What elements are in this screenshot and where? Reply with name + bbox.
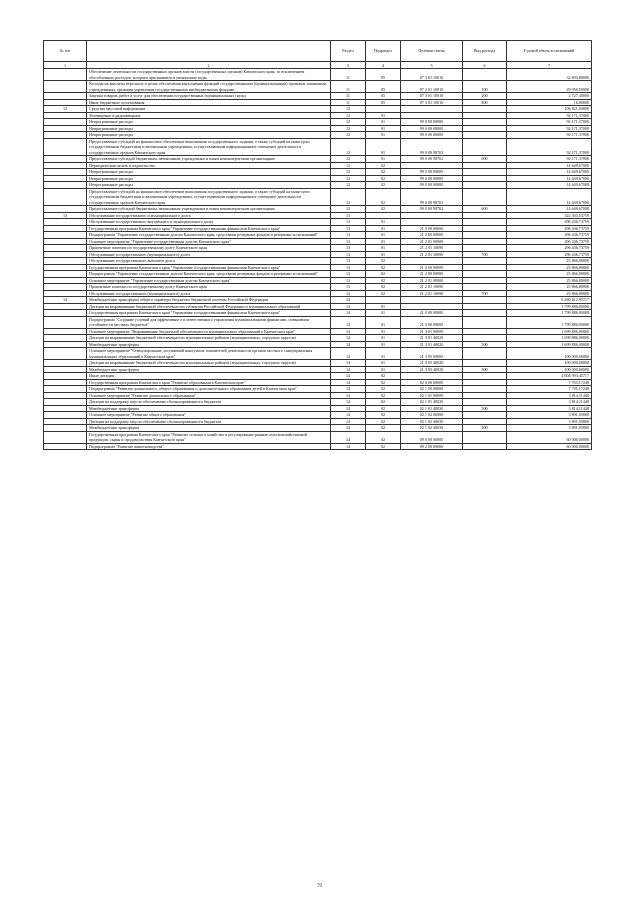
row-subsection-cell: 01 bbox=[366, 238, 401, 245]
row-section-cell: 12 bbox=[331, 156, 366, 163]
row-number-cell bbox=[44, 188, 87, 206]
row-section-cell: 14 bbox=[331, 418, 366, 425]
header-expense-type: Вид расхода bbox=[463, 41, 507, 62]
row-section-cell: 14 bbox=[331, 373, 366, 380]
row-name-cell: Государственная программа Камчатского края "Управление государственными финансами Камчатского края" bbox=[87, 225, 331, 232]
row-subsection-cell: 02 bbox=[366, 290, 401, 297]
row-expense-type-cell: 100 bbox=[463, 81, 507, 93]
header-subsection: Подраздел bbox=[366, 41, 401, 62]
row-subsection-cell: 02 bbox=[366, 182, 401, 189]
row-amount-cell: 2 727,30000 bbox=[507, 93, 592, 100]
row-section-cell: 12 bbox=[331, 119, 366, 126]
row-target-article-cell: 02 1 02 40030 bbox=[401, 425, 463, 432]
row-section-cell: 12 bbox=[331, 175, 366, 182]
row-name-cell: Государственная программа Камчатского края "Развитие образования в Камчатском крае" bbox=[87, 379, 331, 386]
row-amount-cell: 92 171,37000 bbox=[507, 112, 592, 119]
row-name-cell: Государственная программа Камчатского края "Развитие сельского хозяйства и регулирование рынков сельскохозяйственной продукции, сырья и продовольствия Камчатского края" bbox=[87, 431, 331, 443]
table-row bbox=[44, 69, 592, 81]
row-name-cell: Непрограммные расходы bbox=[87, 125, 331, 132]
row-section-cell: 14 bbox=[331, 316, 366, 328]
table-row bbox=[44, 81, 592, 93]
row-amount-cell: 92 171,37000 bbox=[507, 125, 592, 132]
row-name-cell: Непрограммные расходы bbox=[87, 175, 331, 182]
row-name-cell: Предоставление субсидий бюджетным, автономным учреждениям и иным некоммерческим организациям bbox=[87, 206, 331, 213]
row-subsection-cell: 02 bbox=[366, 169, 401, 176]
row-name-cell: Периодическая печать и издательства bbox=[87, 162, 331, 169]
row-section-cell: 13 bbox=[331, 251, 366, 258]
row-section-cell: 13 bbox=[331, 219, 366, 226]
row-amount-cell: 92 171,37000 bbox=[507, 119, 592, 126]
row-amount-cell: 60 000,00000 bbox=[507, 431, 592, 443]
row-name-cell: Межбюджетные трансферты bbox=[87, 366, 331, 373]
row-name-cell: Предоставление субсидий на финансовое обеспечение выполнения государственного задания, а также субсидий на иные цели государственным бюджетным и автономным учреждениям, осуществляющим информационное освещение деятельности государственных органов Камчатского края bbox=[87, 188, 331, 206]
row-section-cell: 12 bbox=[331, 138, 366, 156]
row-subsection-cell: 01 bbox=[366, 316, 401, 328]
row-amount-cell: 3 814,11448 bbox=[507, 405, 592, 412]
row-name-cell: Обслуживание государственного внутреннего и муниципального долга bbox=[87, 219, 331, 226]
row-target-article-cell: 02 1 00 00000 bbox=[401, 386, 463, 393]
row-name-cell: Дотации на выравнивание бюджетной обеспеченности муниципальных районов (муниципальных, городских округов) bbox=[87, 360, 331, 367]
row-expense-type-cell: 200 bbox=[463, 93, 507, 100]
row-amount-cell: 25 866,80000 bbox=[507, 264, 592, 271]
row-target-article-cell: 99 0 00 00000 bbox=[401, 169, 463, 176]
row-section-cell: 11 bbox=[331, 99, 366, 106]
row-target-article-cell: 99 0 00 98702 bbox=[401, 138, 463, 156]
row-amount-cell: 1 799 886,00000 bbox=[507, 316, 592, 328]
row-subsection-cell: 01 bbox=[366, 366, 401, 373]
row-section-cell: 13 bbox=[331, 264, 366, 271]
row-amount-cell: 32 693,80000 bbox=[507, 69, 592, 81]
row-subsection-cell: 01 bbox=[366, 328, 401, 335]
row-subsection-cell: 02 bbox=[366, 271, 401, 278]
row-subsection-cell: 05 bbox=[366, 81, 401, 93]
row-section-cell: 14 bbox=[331, 348, 366, 360]
row-target-article-cell: 07 3 01 10010 bbox=[401, 93, 463, 100]
row-amount-cell: 7 705,17248 bbox=[507, 386, 592, 393]
row-name-cell: Межбюджетные трансферты bbox=[87, 425, 331, 432]
page-number: 79 bbox=[317, 884, 322, 889]
row-section-cell: 13 bbox=[331, 232, 366, 239]
row-number-cell bbox=[44, 69, 87, 81]
row-name-cell: Основное мероприятие "Управление государственным долгом Камчатского края" bbox=[87, 277, 331, 284]
row-name-cell: Процентные платежи по государственному долгу Камчатского края bbox=[87, 245, 331, 252]
row-section-cell: 12 bbox=[331, 169, 366, 176]
row-target-article-cell: 07 3 01 10010 bbox=[401, 81, 463, 93]
row-subsection-cell: 01 bbox=[366, 132, 401, 139]
budget-table bbox=[43, 40, 592, 450]
row-section-cell: 14 bbox=[331, 310, 366, 317]
header-section: Раздел bbox=[331, 41, 366, 62]
header-annual-amount: Годовой объем ассигнований bbox=[507, 41, 592, 62]
row-target-article-cell: 21 3 00 00000 bbox=[401, 316, 463, 328]
row-name-cell: Межбюджетные трансферты bbox=[87, 405, 331, 412]
row-target-article-cell: 99 0 00 00000 bbox=[401, 175, 463, 182]
row-target-article-cell: 09 2 00 00000 bbox=[401, 443, 463, 450]
row-name-cell: Непрограммные расходы bbox=[87, 119, 331, 126]
row-amount-cell: 14 649,67000 bbox=[507, 182, 592, 189]
row-section-cell: 13 bbox=[331, 277, 366, 284]
row-section-cell: 14 bbox=[331, 335, 366, 342]
row-target-article-cell: 21 3 01 40020 bbox=[401, 335, 463, 342]
row-expense-type-cell: 500 bbox=[463, 425, 507, 432]
row-section-cell: 13 bbox=[331, 225, 366, 232]
column-number: 3 bbox=[331, 62, 366, 69]
row-section-cell: 14 bbox=[331, 360, 366, 367]
row-name-cell: Обслуживание государственного (муниципального) долга bbox=[87, 251, 331, 258]
row-amount-cell: 14 649,67000 bbox=[507, 175, 592, 182]
row-target-article-cell: 99 0 00 98702 bbox=[401, 156, 463, 163]
column-number: 1 bbox=[44, 62, 87, 69]
row-amount-cell: 296 436,73759 bbox=[507, 219, 592, 226]
row-subsection-cell: 02 bbox=[366, 277, 401, 284]
row-subsection-cell: 01 bbox=[366, 219, 401, 226]
row-subsection-cell: 01 bbox=[366, 360, 401, 367]
row-amount-cell: 100 000,00000 bbox=[507, 360, 592, 367]
row-subsection-cell: 02 bbox=[366, 206, 401, 213]
row-target-article-cell: 21 3 05 40020 bbox=[401, 360, 463, 367]
row-target-article-cell: 02 1 01 40030 bbox=[401, 399, 463, 406]
row-subsection-cell: 01 bbox=[366, 341, 401, 348]
row-amount-cell: 6 260 612,95717 bbox=[507, 297, 592, 304]
row-subsection-cell: 02 bbox=[366, 264, 401, 271]
row-name-cell: Межбюджетные трансферты bbox=[87, 341, 331, 348]
row-target-article-cell: 02 1 01 00000 bbox=[401, 392, 463, 399]
row-target-article-cell: 21 0 00 00000 bbox=[401, 264, 463, 271]
row-name-cell: Основное мероприятие "Развитие общего образования" bbox=[87, 412, 331, 419]
header-name bbox=[87, 41, 331, 62]
row-amount-cell: 3 891,05800 bbox=[507, 418, 592, 425]
row-section-cell: 13 bbox=[331, 245, 366, 252]
row-amount-cell: 1 699 886,00000 bbox=[507, 341, 592, 348]
table-row bbox=[44, 138, 592, 156]
table-header-row bbox=[44, 41, 592, 62]
row-subsection-cell: 02 bbox=[366, 379, 401, 386]
column-number-row bbox=[44, 62, 592, 69]
row-subsection-cell: 02 bbox=[366, 373, 401, 380]
row-amount-cell: 3 891,05800 bbox=[507, 412, 592, 419]
row-section-cell: 12 bbox=[331, 132, 366, 139]
row-amount-cell: 25 866,80000 bbox=[507, 284, 592, 291]
row-section-cell: 14 bbox=[331, 431, 366, 443]
row-target-article-cell: 99 0 00 98702 bbox=[401, 206, 463, 213]
row-amount-cell: 92 171,37000 bbox=[507, 156, 592, 163]
row-amount-cell: 296 436,73759 bbox=[507, 238, 592, 245]
row-section-cell: 14 bbox=[331, 425, 366, 432]
row-number-cell: 12 bbox=[44, 106, 87, 113]
row-amount-cell: 92 171,37000 bbox=[507, 132, 592, 139]
row-name-cell: Иные дотации bbox=[87, 373, 331, 380]
row-amount-cell: 3 891,05800 bbox=[507, 425, 592, 432]
table-row bbox=[44, 188, 592, 206]
row-amount-cell: 322 303,53759 bbox=[507, 212, 592, 219]
row-amount-cell: 60 000,00000 bbox=[507, 443, 592, 450]
row-target-article-cell: 21 0 00 00000 bbox=[401, 225, 463, 232]
row-subsection-cell: 02 bbox=[366, 162, 401, 169]
row-name-cell: Дотации на выравнивание бюджетной обеспеченности субъектов Российской Федерации и муниципальных образований bbox=[87, 303, 331, 310]
row-amount-cell: 2 004 993,45717 bbox=[507, 373, 592, 380]
row-name-cell: Обслуживание государственного (муниципального) долга bbox=[87, 290, 331, 297]
column-number: 7 bbox=[507, 62, 592, 69]
row-section-cell: 14 bbox=[331, 366, 366, 373]
row-number-cell bbox=[44, 431, 87, 443]
row-target-article-cell: 21 2 00 00000 bbox=[401, 271, 463, 278]
row-amount-cell: 25 866,80000 bbox=[507, 277, 592, 284]
row-section-cell: 12 bbox=[331, 112, 366, 119]
row-expense-type-cell bbox=[463, 188, 507, 206]
row-number-cell bbox=[44, 81, 87, 93]
table-row bbox=[44, 348, 592, 360]
row-section-cell: 14 bbox=[331, 303, 366, 310]
row-name-cell: Государственная программа Камчатского края "Управление государственными финансами Камчатского края" bbox=[87, 264, 331, 271]
row-subsection-cell: 01 bbox=[366, 232, 401, 239]
row-subsection-cell: 01 bbox=[366, 138, 401, 156]
row-name-cell: Иные бюджетные ассигнования bbox=[87, 99, 331, 106]
row-subsection-cell: 02 bbox=[366, 412, 401, 419]
row-amount-cell: 1 699 886,00000 bbox=[507, 328, 592, 335]
row-name-cell: Обслуживание государственного и муниципального долга bbox=[87, 212, 331, 219]
row-amount-cell: 25 866,80000 bbox=[507, 271, 592, 278]
row-target-article-cell: 02 1 01 40030 bbox=[401, 405, 463, 412]
row-expense-type-cell: 700 bbox=[463, 290, 507, 297]
row-amount-cell: 106 821,04000 bbox=[507, 106, 592, 113]
row-target-article-cell: 21 2 01 10090 bbox=[401, 290, 463, 297]
row-name-cell: Подпрограмма "Создание условий для эффективного и ответственного управления муниципальными финансами, повышения устойчивости местных бюджетов" bbox=[87, 316, 331, 328]
row-target-article-cell: 99 0 00 98702 bbox=[401, 188, 463, 206]
row-name-cell: Основное мероприятие "Развитие дошкольного образования" bbox=[87, 392, 331, 399]
row-subsection-cell: 02 bbox=[366, 431, 401, 443]
row-section-cell: 14 bbox=[331, 405, 366, 412]
row-subsection-cell: 01 bbox=[366, 156, 401, 163]
row-target-article-cell: 21 2 01 10090 bbox=[401, 284, 463, 291]
row-section-cell: 14 bbox=[331, 379, 366, 386]
row-amount-cell: 3 814,11448 bbox=[507, 392, 592, 399]
row-target-article-cell: 09 0 00 00000 bbox=[401, 431, 463, 443]
row-target-article-cell: 99 0 00 00000 bbox=[401, 132, 463, 139]
row-name-cell: Подпрограмма "Развитие животноводства" bbox=[87, 443, 331, 450]
row-subsection-cell: 01 bbox=[366, 225, 401, 232]
row-name-cell: Непрограммные расходы bbox=[87, 132, 331, 139]
row-section-cell: 14 bbox=[331, 392, 366, 399]
row-section-cell: 13 bbox=[331, 212, 366, 219]
row-number-cell: 14 bbox=[44, 297, 87, 304]
row-amount-cell: 1 699 886,00000 bbox=[507, 335, 592, 342]
row-subsection-cell: 01 bbox=[366, 303, 401, 310]
row-amount-cell: 14 649,67000 bbox=[507, 188, 592, 206]
row-expense-type-cell: 500 bbox=[463, 366, 507, 373]
row-amount-cell: 7 705,17248 bbox=[507, 379, 592, 386]
row-number-cell bbox=[44, 443, 87, 450]
row-name-cell: Основное мероприятие "Стимулирование достижений наилучших показателей деятельности органов местного самоуправления муниципальных образований в Камчатском крае" bbox=[87, 348, 331, 360]
row-section-cell: 13 bbox=[331, 238, 366, 245]
row-amount-cell: 296 436,73759 bbox=[507, 225, 592, 232]
row-section-cell: 11 bbox=[331, 93, 366, 100]
row-expense-type-cell bbox=[463, 69, 507, 81]
row-expense-type-cell: 600 bbox=[463, 156, 507, 163]
row-subsection-cell: 01 bbox=[366, 112, 401, 119]
row-name-cell: Непрограммные расходы bbox=[87, 169, 331, 176]
row-amount-cell: 296 436,73759 bbox=[507, 232, 592, 239]
table-row bbox=[44, 443, 592, 450]
row-target-article-cell: 99 0 00 00000 bbox=[401, 182, 463, 189]
row-subsection-cell: 02 bbox=[366, 175, 401, 182]
row-expense-type-cell bbox=[463, 431, 507, 443]
row-section-cell: 13 bbox=[331, 284, 366, 291]
row-subsection-cell: 01 bbox=[366, 245, 401, 252]
row-subsection-cell: 05 bbox=[366, 99, 401, 106]
row-name-cell: Средства массовой информации bbox=[87, 106, 331, 113]
row-amount-cell: 29 950,50000 bbox=[507, 81, 592, 93]
row-target-article-cell: 21 2 01 00000 bbox=[401, 238, 463, 245]
row-target-article-cell: 21 2 00 00000 bbox=[401, 232, 463, 239]
row-amount-cell: 1 799 886,00000 bbox=[507, 310, 592, 317]
row-target-article-cell: 02 0 00 00000 bbox=[401, 379, 463, 386]
row-target-article-cell: 21 3 01 00000 bbox=[401, 328, 463, 335]
row-name-cell: Межбюджетные трансферты общего характера бюджетам бюджетной системы Российской Федерации bbox=[87, 297, 331, 304]
row-name-cell: Непрограммные расходы bbox=[87, 182, 331, 189]
column-number: 5 bbox=[401, 62, 463, 69]
row-target-article-cell: 21 3 01 40020 bbox=[401, 341, 463, 348]
row-subsection-cell: 02 bbox=[366, 258, 401, 265]
row-section-cell: 14 bbox=[331, 341, 366, 348]
row-name-cell: Телевидение и радиовещание bbox=[87, 112, 331, 119]
row-expense-type-cell bbox=[463, 138, 507, 156]
row-section-cell: 12 bbox=[331, 188, 366, 206]
row-target-article-cell: 21 3 05 00000 bbox=[401, 348, 463, 360]
header-target-article: Целевая статья bbox=[401, 41, 463, 62]
row-name-cell: Основное мероприятие "Выравнивание бюджетной обеспеченности муниципальных образований в Камчатском крае" bbox=[87, 328, 331, 335]
row-amount-cell: 296 436,73759 bbox=[507, 251, 592, 258]
row-number-cell bbox=[44, 316, 87, 328]
row-name-cell: Обслуживание государственного внешнего долга bbox=[87, 258, 331, 265]
row-amount-cell: 3 814,11448 bbox=[507, 399, 592, 406]
row-section-cell: 13 bbox=[331, 290, 366, 297]
row-subsection-cell: 05 bbox=[366, 93, 401, 100]
row-section-cell: 14 bbox=[331, 443, 366, 450]
row-name-cell: Процентные платежи по государственному долгу Камчатского края bbox=[87, 284, 331, 291]
row-section-cell: 14 bbox=[331, 328, 366, 335]
row-section-cell: 14 bbox=[331, 386, 366, 393]
row-name-cell: Дотации на поддержку мер по обеспечению сбалансированности бюджетов bbox=[87, 399, 331, 406]
row-subsection-cell: 02 bbox=[366, 425, 401, 432]
row-amount-cell: 14 649,67000 bbox=[507, 162, 592, 169]
row-section-cell: 12 bbox=[331, 182, 366, 189]
row-expense-type-cell: 600 bbox=[463, 206, 507, 213]
table-row bbox=[44, 316, 592, 328]
row-target-article-cell: 02 1 02 40030 bbox=[401, 418, 463, 425]
column-number: 6 bbox=[463, 62, 507, 69]
row-subsection-cell: 02 bbox=[366, 386, 401, 393]
table-row bbox=[44, 431, 592, 443]
row-expense-type-cell: 800 bbox=[463, 99, 507, 106]
row-target-article-cell: 21 2 01 00000 bbox=[401, 277, 463, 284]
row-section-cell: 13 bbox=[331, 258, 366, 265]
row-name-cell: Основное мероприятие "Управление государственным долгом Камчатского края" bbox=[87, 238, 331, 245]
row-section-cell: 14 bbox=[331, 297, 366, 304]
row-amount-cell: 14 649,67000 bbox=[507, 206, 592, 213]
row-subsection-cell: 01 bbox=[366, 119, 401, 126]
row-amount-cell: 296 436,73759 bbox=[507, 245, 592, 252]
row-subsection-cell: 02 bbox=[366, 399, 401, 406]
row-number-cell: 13 bbox=[44, 212, 87, 219]
row-subsection-cell: 02 bbox=[366, 188, 401, 206]
row-number-cell bbox=[44, 138, 87, 156]
row-subsection-cell: 02 bbox=[366, 418, 401, 425]
row-section-cell: 12 bbox=[331, 125, 366, 132]
row-name-cell: Государственная программа Камчатского края "Управление государственными финансами Камчатского края" bbox=[87, 310, 331, 317]
row-target-article-cell: 07 3 01 10010 bbox=[401, 99, 463, 106]
row-target-article-cell: 99 0 00 00000 bbox=[401, 125, 463, 132]
row-amount-cell: 16,00000 bbox=[507, 99, 592, 106]
row-number-cell bbox=[44, 348, 87, 360]
row-subsection-cell: 01 bbox=[366, 310, 401, 317]
column-number: 4 bbox=[366, 62, 401, 69]
row-expense-type-cell: 500 bbox=[463, 341, 507, 348]
row-amount-cell: 25 866,80000 bbox=[507, 290, 592, 297]
row-subsection-cell: 01 bbox=[366, 335, 401, 342]
row-expense-type-cell bbox=[463, 348, 507, 360]
row-amount-cell: 25 866,80000 bbox=[507, 258, 592, 265]
row-amount-cell: 92 171,37000 bbox=[507, 138, 592, 156]
row-section-cell: 11 bbox=[331, 81, 366, 93]
row-expense-type-cell: 500 bbox=[463, 405, 507, 412]
row-name-cell: Дотации на поддержку мер по обеспечению сбалансированности бюджетов bbox=[87, 418, 331, 425]
row-target-article-cell: 21 2 01 10090 bbox=[401, 251, 463, 258]
row-amount-cell: 100 000,00000 bbox=[507, 366, 592, 373]
row-target-article-cell: 21 0 00 00000 bbox=[401, 310, 463, 317]
row-section-cell: 14 bbox=[331, 399, 366, 406]
row-amount-cell: 100 000,00000 bbox=[507, 348, 592, 360]
row-section-cell: 14 bbox=[331, 412, 366, 419]
row-subsection-cell: 02 bbox=[366, 284, 401, 291]
row-name-cell: Предоставление субсидий бюджетным, автономным учреждениям и иным некоммерческим организациям bbox=[87, 156, 331, 163]
row-target-article-cell: 02 1 02 00000 bbox=[401, 412, 463, 419]
row-subsection-cell: 01 bbox=[366, 125, 401, 132]
row-name-cell: Расходы на выплаты персоналу в целях обеспечения выполнения функций государственными (муниципальными) органами, казенными учреждениями, органами управления государственными внебюджетными фондами bbox=[87, 81, 331, 93]
row-subsection-cell: 01 bbox=[366, 348, 401, 360]
row-subsection-cell: 02 bbox=[366, 392, 401, 399]
row-subsection-cell: 05 bbox=[366, 69, 401, 81]
row-expense-type-cell bbox=[463, 316, 507, 328]
row-section-cell: 12 bbox=[331, 106, 366, 113]
row-subsection-cell: 01 bbox=[366, 251, 401, 258]
row-section-cell: 13 bbox=[331, 271, 366, 278]
row-expense-type-cell bbox=[463, 443, 507, 450]
row-amount-cell: 1 799 886,00000 bbox=[507, 303, 592, 310]
row-target-article-cell: 07 3 01 10010 bbox=[401, 69, 463, 81]
row-target-article-cell: 21 3 05 40020 bbox=[401, 366, 463, 373]
column-number: 2 bbox=[87, 62, 331, 69]
row-name-cell: Обеспечение деятельности государственных органов власти (государственных органов) Камчатского края, за исключением обособленных расходов, которым присваиваются уникальные коды. bbox=[87, 69, 331, 81]
row-name-cell: Подпрограмма "Развитие дошкольного, общего образования и дополнительного образования детей в Камчатском крае" bbox=[87, 386, 331, 393]
row-name-cell: Дотации на выравнивание бюджетной обеспеченности муниципальных районов (муниципальных, городских округов) bbox=[87, 335, 331, 342]
row-expense-type-cell: 700 bbox=[463, 251, 507, 258]
row-target-article-cell: 21 2 01 10090 bbox=[401, 245, 463, 252]
row-name-cell: Подпрограмма "Управление государственным долгом Камчатского края, средствами резервных фондов и резервами ассигнований" bbox=[87, 232, 331, 239]
row-section-cell: 12 bbox=[331, 162, 366, 169]
row-amount-cell: 14 649,67000 bbox=[507, 169, 592, 176]
row-name-cell: Закупка товаров, работ и услуг для обеспечения государственных (муниципальных) нужд bbox=[87, 93, 331, 100]
row-section-cell: 12 bbox=[331, 206, 366, 213]
row-name-cell: Подпрограмма "Управление государственным долгом Камчатского края, средствами резервных фондов и резервами ассигнований" bbox=[87, 271, 331, 278]
row-subsection-cell: 02 bbox=[366, 405, 401, 412]
header-number: № п/п bbox=[44, 41, 87, 62]
row-name-cell: Предоставление субсидий на финансовое обеспечение выполнения государственного задания, а также субсидий на иные цели государственным бюджетным и автономным учреждениям, осуществляющим информационное освещение деятельности государственных органов Камчатского края bbox=[87, 138, 331, 156]
row-subsection-cell: 02 bbox=[366, 443, 401, 450]
row-section-cell: 11 bbox=[331, 69, 366, 81]
row-target-article-cell: 99 0 00 00000 bbox=[401, 119, 463, 126]
